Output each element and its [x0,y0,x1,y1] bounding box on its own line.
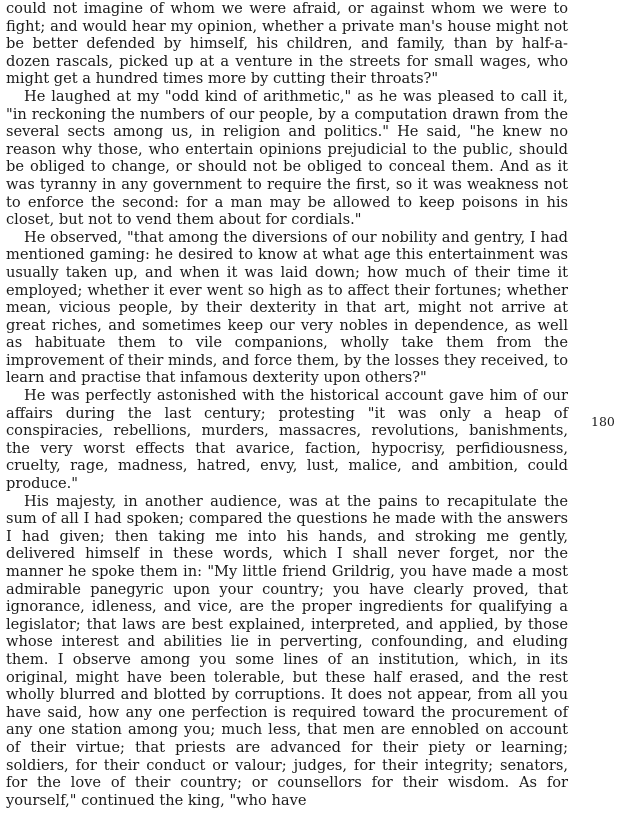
paragraph-4: He was perfectly astonished with the historical account gave him of our affairs during the last century; protesting "it was only a heap of conspiracies, rebellions, murders, massacres, revolutions, banishments, the very worst effects that avarice, faction, hypocrisy, perfidiousness, cruelty, rage, madness, hatred, envy, lust, malice, and ambition, could produce." [6,387,568,493]
paragraph-1: could not imagine of whom we were afraid, or against whom we were to fight; and would hear my opinion, whether a private man's house might not be better defended by himself, his children, and family, than by half-a-dozen rascals, picked up at a venture in the streets for small wages, who might get a hundred times more by cutting their throats?" [6,0,568,88]
paragraph-3: He observed, "that among the diversions of our nobility and gentry, I had mentioned gaming: he desired to know at what age this entertainment was usually taken up, and when it was laid down; how much of their time it employed; whether it ever went so high as to affect their fortunes; whether mean, vicious people, by their dexterity in that art, might not arrive at great riches, and sometimes keep our very nobles in dependence, as well as habituate them to vile companions, wholly take them from the improvement of their minds, and force them, by the losses they received, to learn and practise that infamous dexterity upon others?" [6,228,568,387]
paragraph-5: His majesty, in another audience, was at the pains to recapitulate the sum of all I had spoken; compared the questions he made with the answers I had given; then taking me into his hands, and stroking me gently, delivered himself in these words, which I shall never forget, nor the manner he spoke them in: "My little friend Grildrig, you have made a most admirable panegyric upon your country; you have clearly proved, that ignorance, idleness, and vice, are the proper ingredients for qualifying a legislator; that laws are best explained, interpreted, and applied, by those whose interest and abilities lie in perverting, confounding, and eluding them. I observe among you some lines of an institution, which, in its original, might have been tolerable, but these half erased, and the rest wholly blurred and blotted by corruptions. It does not appear, from all you have said, how any one perfection is required toward the procurement of any one station among you; much less, that men are ennobled on account of their virtue; that priests are advanced for their piety or learning; soldiers, for their conduct or valour; judges, for their integrity; senators, for the love of their country; or counsellors for their wisdom. As for yourself," continued the king, "who have [6,492,568,809]
paragraph-2: He laughed at my "odd kind of arithmetic," as he was pleased to call it, "in reckoning the numbers of our people, by a computation drawn from the several sects among us, in religion and politics." He said, "he knew no reason why those, who entertain opinions prejudicial to the public, should be obliged to change, or should not be obliged to conceal them. And as it was tyranny in any government to require the first, so it was weakness not to enforce the second: for a man may be allowed to keep poisons in his closet, but not to vend them about for cordials." [6,87,568,229]
margin-page-number: 180 [591,414,615,429]
book-page-text [6,0,568,809]
